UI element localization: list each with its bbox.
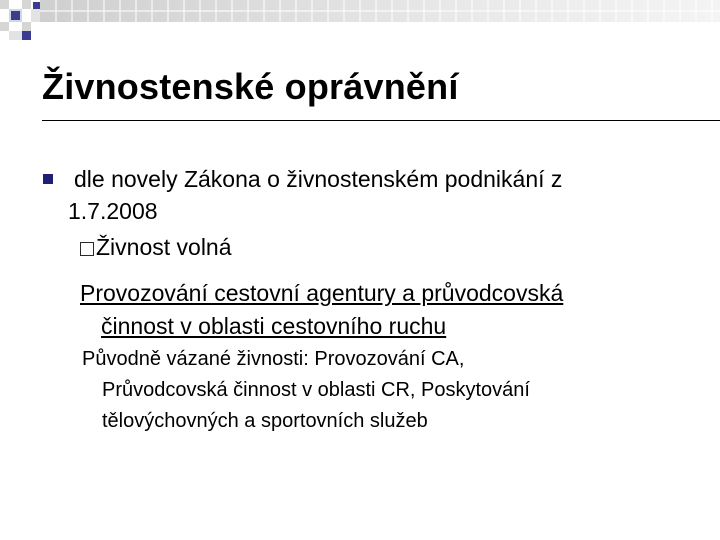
- decor-blue-square: [22, 31, 31, 40]
- underlined-text-line-2: činnost v oblasti cestovního ruchu: [101, 313, 447, 339]
- filled-square-icon: [43, 174, 53, 184]
- bullet-text-line-2: 1.7.2008: [68, 198, 158, 224]
- sub-item-text: Živnost volná: [96, 234, 232, 260]
- decor-blue-square: [11, 11, 20, 20]
- header-decoration: [0, 0, 720, 50]
- underlined-text-line-1: Provozování cestovní agentury a průvodcovská: [80, 280, 564, 306]
- hollow-square-icon: [80, 242, 94, 256]
- decor-blue-square: [33, 2, 40, 9]
- bullet-text-line-1: dle novely Zákona o živnostenském podnikání z: [74, 166, 563, 192]
- note-line-2: Průvodcovská činnost v oblasti CR, Poskytování: [102, 379, 530, 401]
- note-line-3: tělovýchovných a sportovních služeb: [102, 410, 428, 432]
- sub-item: [80, 234, 232, 261]
- note-line-1: Původně vázané živnosti: Provozování CA,: [82, 348, 465, 370]
- title-divider: [42, 120, 720, 121]
- slide-title: Živnostenské oprávnění: [42, 66, 459, 107]
